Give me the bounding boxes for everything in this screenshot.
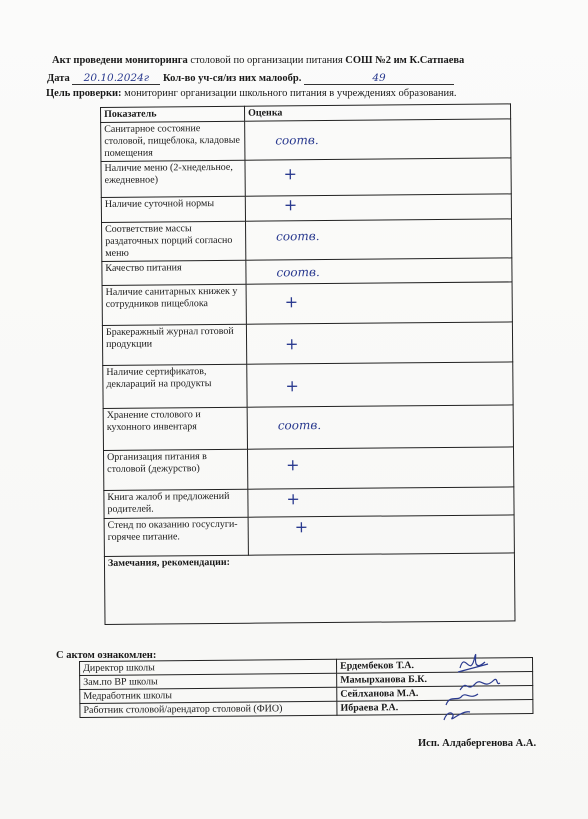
name-cell: Ердембеков Т.А. bbox=[336, 658, 532, 674]
mark-cell bbox=[248, 487, 514, 517]
indicator-cell: Санитарное состояние столовой, пищеблока, кладовые помещения bbox=[101, 121, 245, 161]
mark-cell bbox=[248, 515, 514, 555]
table-row bbox=[103, 405, 513, 451]
indicator-cell: Соответствие массы раздаточных порций согласно меню bbox=[102, 221, 246, 261]
indicator-cell: Наличие санитарных книжек у сотрудников пищеблока bbox=[102, 284, 246, 325]
table-row bbox=[102, 282, 512, 326]
remarks-label: Замечания, рекомендации: bbox=[104, 553, 515, 625]
count-value: 49 bbox=[304, 72, 454, 85]
indicator-cell: Наличие меню (2-хнедельное, ежедневное) bbox=[101, 160, 245, 197]
role-cell: Зам.по ВР школы bbox=[80, 673, 337, 689]
goal-line bbox=[46, 88, 457, 99]
acquainted-title: С актом ознакомлен: bbox=[56, 650, 157, 661]
mark-value: + bbox=[283, 164, 298, 184]
date-value: 20.10.2024г bbox=[72, 72, 160, 85]
indicator-cell: Бракеражный журнал готовой продукции bbox=[102, 324, 246, 365]
table-row bbox=[101, 158, 511, 198]
table-row bbox=[102, 219, 512, 262]
indicator-cell: Организация питания в столовой (дежурство) bbox=[103, 449, 247, 490]
remarks-row bbox=[104, 553, 515, 625]
mark-value: соотв. bbox=[277, 418, 322, 433]
mark-cell bbox=[245, 194, 511, 221]
date-label: Дата bbox=[47, 73, 70, 84]
monitoring-table bbox=[100, 103, 516, 625]
indicator-cell: Наличие сертификатов, деклараций на продукты bbox=[103, 364, 247, 408]
mark-cell bbox=[245, 158, 511, 196]
name-cell: Сейлханова М.А. bbox=[337, 686, 533, 702]
mark-value: соотв. bbox=[276, 229, 320, 244]
role-cell: Директор школы bbox=[80, 659, 337, 675]
mark-cell bbox=[247, 362, 513, 407]
mark-value: + bbox=[294, 517, 309, 537]
act-title-part-2: столовой по организации питания bbox=[190, 55, 343, 66]
column-header-indicator: Показатель bbox=[101, 106, 245, 122]
mark-cell bbox=[245, 119, 511, 160]
mark-cell bbox=[247, 405, 513, 449]
mark-cell bbox=[246, 322, 512, 364]
role-cell: Работник столовой/арендатор столовой (ФИО) bbox=[80, 701, 337, 717]
name-cell: Ибраева Р.А. bbox=[337, 700, 533, 716]
mark-cell bbox=[247, 447, 513, 489]
indicator-cell: Качество питания bbox=[102, 260, 246, 285]
table-row bbox=[101, 119, 511, 162]
act-title bbox=[52, 55, 464, 66]
mark-value: соотв. bbox=[276, 265, 320, 280]
table-row bbox=[102, 258, 512, 286]
executor: Исп. Алдабергенова А.А. bbox=[418, 738, 537, 749]
mark-value: + bbox=[285, 376, 299, 396]
goal-text: мониторинг организации школьного питания в учреждениях образования. bbox=[124, 88, 457, 99]
indicator-cell: Хранение столового и кухонного инвентаря bbox=[103, 407, 247, 450]
mark-cell bbox=[246, 219, 512, 260]
mark-cell bbox=[246, 258, 512, 284]
mark-value: + bbox=[286, 455, 300, 475]
mark-value: + bbox=[286, 489, 300, 509]
mark-value: + bbox=[284, 334, 299, 354]
mark-value: + bbox=[284, 292, 299, 312]
mark-value: + bbox=[283, 195, 298, 215]
name-cell: Мамырханова Б.К. bbox=[337, 672, 533, 688]
act-title-part-1: Акт проведени мониторинга bbox=[52, 55, 188, 66]
table-row bbox=[103, 362, 513, 409]
table-row bbox=[102, 322, 512, 366]
table-row bbox=[103, 447, 513, 491]
goal-label: Цель проверки: bbox=[46, 88, 122, 99]
column-header-mark: Оценка bbox=[244, 104, 510, 121]
indicator-cell: Стенд по оказанию госуслуги-горячее питание. bbox=[104, 517, 248, 556]
table-row bbox=[104, 515, 514, 557]
mark-cell bbox=[246, 282, 512, 324]
signatures-icon bbox=[440, 650, 540, 725]
indicator-cell: Наличие суточной нормы bbox=[101, 196, 245, 222]
act-title-school: СОШ №2 им К.Сатпаева bbox=[345, 55, 465, 66]
date-count-line bbox=[47, 72, 454, 85]
count-label: Кол-во уч-ся/из них малообр. bbox=[163, 73, 302, 84]
table-row bbox=[104, 487, 514, 519]
mark-value: соотв. bbox=[275, 133, 319, 148]
indicator-cell: Книга жалоб и предложений родителей. bbox=[104, 489, 248, 518]
role-cell: Медработник школы bbox=[80, 687, 337, 703]
table-row bbox=[101, 194, 511, 223]
